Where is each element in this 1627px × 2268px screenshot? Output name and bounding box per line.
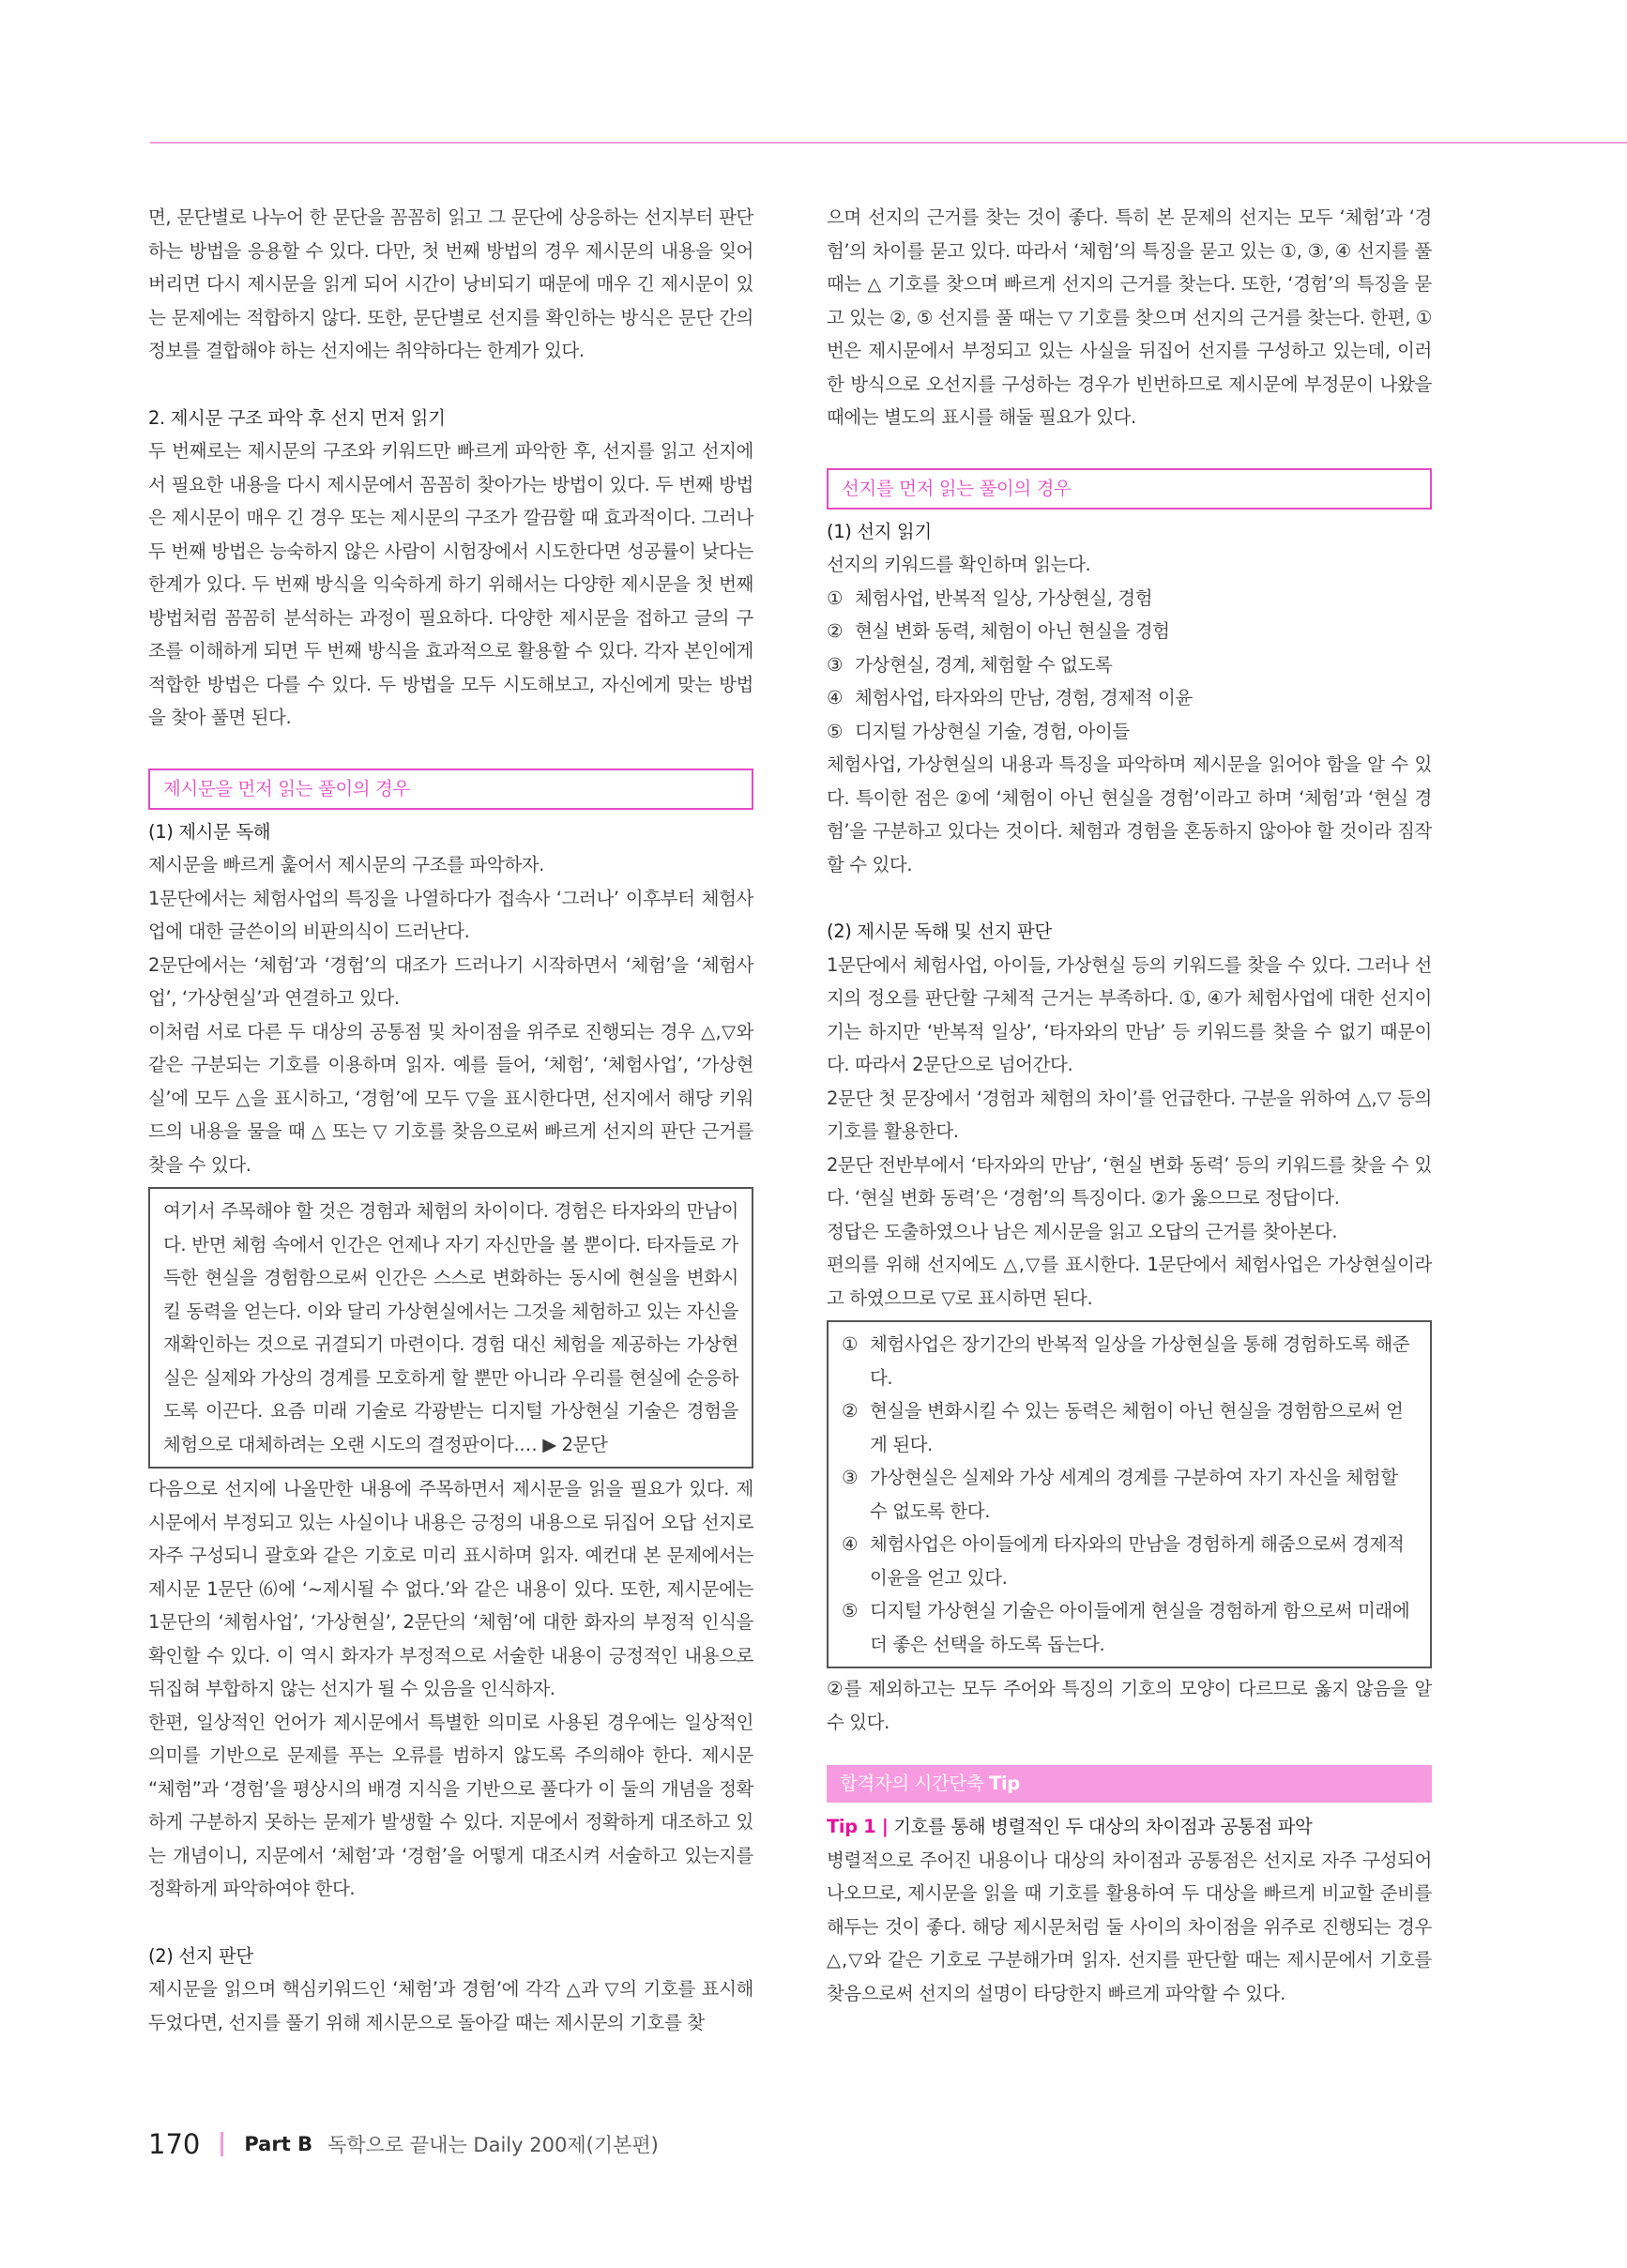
book-title: 독학으로 끝내는 Daily 200제(기본편) [327, 2134, 659, 2156]
page-number: 170 [148, 2128, 201, 2160]
paragraph: ②를 제외하고는 모두 주어와 특징의 기호의 모양이 다르므로 옳지 않음을 알 수 있다. [827, 1678, 1432, 1733]
paragraph: 1문단에서는 체험사업의 특징을 나열하다가 접속사 ‘그러나’ 이후부터 체험사업에 대한 글쓴이의 비판의식이 드러난다. [148, 887, 753, 942]
header-rule [150, 142, 1627, 144]
paragraph: 정답은 도출하였으나 남은 제시문을 읽고 오답의 근거를 찾아본다. [827, 1220, 1338, 1242]
part-label: Part B [244, 2133, 313, 2155]
keyword-item: ① 체험사업, 반복적 일상, 가상현실, 경험 [827, 586, 1153, 609]
tip-heading: Tip 1 | 기호를 통해 병렬적인 두 대상의 차이점과 공통점 파악 [827, 1816, 1313, 1837]
answer-choice: ⑤ 디지털 가상현실 기술은 아이들에게 현실을 경험하게 함으로써 미래에 더 좋은 선택을 하도록 돕는다. [842, 1600, 1410, 1655]
passage-excerpt [148, 1187, 753, 1469]
paragraph: 한편, 일상적인 언어가 제시문에서 특별한 의미로 사용된 경우에는 일상적인 의미를 기반으로 문제를 푸는 오류를 범하지 않도록 주의해야 한다. 제시문 “체험”과 ‘경험’을 평상시의 배경 지식을 기반으로 풀다가 이 둘의 개념을 정확하게 구분하지 못하는 문제가 발생할 수 있다. 지문에서 정확하게 대조하고 있는 개념이니, 지문에서 ‘체험’과 ‘경험’을 어떻게 대조시켜 서술하고 있는지를 정확하게 파악하여야 한다. [148, 1711, 753, 1899]
answer-choice: ③ 가상현실은 실제와 가상 세계의 경계를 구분하여 자기 자신을 체험할 수 없도록 한다. [842, 1467, 1398, 1522]
paragraph: 1문단에서 체험사업, 아이들, 가상현실 등의 키워드를 찾을 수 있다. 그러나 선지의 정오를 판단할 구체적 근거는 부족하다. ①, ④가 체험사업에 대한 선지이기는 하지만 ‘반복적 일상’, ‘타자와의 만남’ 등 키워드를 찾을 수 없기 때문이다. 따라서 2문단으로 넘어간다. [827, 953, 1432, 1075]
passage-text: 여기서 주목해야 할 것은 경험과 체험의 차이이다. 경험은 타자와의 만남이다. 반면 체험 속에서 인간은 언제나 자기 자신만을 볼 뿐이다. 타자들로 가득한 현실을 경험함으로써 인간은 스스로 변화하는 동시에 현실을 변화시킬 동력을 얻는다. 이와 달리 가상현실에서는 그것을 체험하고 있는 자신을 재확인하는 것으로 귀결되기 마련이다. 경험 대신 체험을 제공하는 가상현실은 실제와 가상의 경계를 모호하게 할 뿐만 아니라 우리를 현실에 순응하도록 이끈다. 요즘 미래 기술로 각광받는 디지털 가상현실 기술은 경험을 체험으로 대체하려는 오랜 시도의 결정판이다.… ▶ 2문단 [163, 1200, 738, 1455]
footer-divider [220, 2132, 223, 2156]
keyword-item: ⑤ 디지털 가상현실 기술, 경험, 아이들 [827, 720, 1130, 742]
paragraph: 이처럼 서로 다른 두 대상의 공통점 및 차이점을 위주로 진행되는 경우 △,▽와 같은 구분되는 기호를 이용하며 읽자. 예를 들어, ‘체험’, ‘체험사업’, ‘가상현실’에 모두 △을 표시하고, ‘경험’에 모두 ▽을 표시한다면, 선지에서 해당 키워드의 내용을 물을 때 △ 또는 ▽ 기호를 찾음으로써 빠르게 선지의 판단 근거를 찾을 수 있다. [148, 1020, 753, 1176]
paragraph: 체험사업, 가상현실의 내용과 특징을 파악하며 제시문을 읽어야 함을 알 수 있다. 특이한 점은 ②에 ‘체험이 아닌 현실을 경험’이라고 하며 ‘체험’과 ‘현실 경험’을 구분하고 있다는 것이다. 체험과 경험을 혼동하지 않아야 할 것이라 짐작할 수 있다. [827, 753, 1432, 875]
method-box-title: 제시문을 먼저 읽는 풀이의 경우 [148, 769, 753, 810]
method-box-title: 선지를 먼저 읽는 풀이의 경우 [827, 468, 1432, 510]
subsection-title: (2) 선지 판단 [148, 1944, 253, 1967]
paragraph: 으며 선지의 근거를 찾는 것이 좋다. 특히 본 문제의 선지는 모두 ‘체험’과 ‘경험’의 차이를 묻고 있다. 따라서 ‘체험’의 특징을 묻고 있는 ①, ③, ④ 선지를 풀 때는 △ 기호를 찾으며 빠르게 선지의 근거를 찾는다. 또한, ‘경험’의 특징을 묻고 있는 ②, ⑤ 선지를 풀 때는 ▽ 기호를 찾으며 선지의 근거를 찾는다. 한편, ①번은 제시문에서 부정되고 있는 사실을 뒤집어 선지를 구성하고 있는데, 이러한 방식으로 오선지를 구성하는 경우가 빈번하므로 제시문에 부정문이 나왔을 때에는 별도의 표시를 해둘 필요가 있다. [827, 206, 1432, 428]
subsection-title: (1) 제시문 독해 [148, 820, 271, 843]
paragraph: 면, 문단별로 나누어 한 문단을 꼼꼼히 읽고 그 문단에 상응하는 선지부터 판단하는 방법을 응용할 수 있다. 다만, 첫 번째 방법의 경우 제시문의 내용을 잊어버리면 다시 제시문을 읽게 되어 시간이 낭비되기 때문에 매우 긴 제시문이 있는 문제에는 적합하지 않다. 또한, 문단별로 선지를 확인하는 방식은 문단 간의 정보를 결합해야 하는 선지에는 취약하다는 한계가 있다. [148, 206, 753, 361]
paragraph: 제시문을 빠르게 훑어서 제시문의 구조를 파악하자. [148, 854, 544, 875]
tip-paragraph: 병렬적으로 주어진 내용이나 대상의 차이점과 공통점은 선지로 자주 구성되어 나오므로, 제시문을 읽을 때 기호를 활용하여 두 대상을 빠르게 비교할 준비를 해두는 것이 좋다. 해당 제시문처럼 둘 사이의 차이점을 위주로 진행되는 경우 △,▽와 같은 기호로 구분해가며 읽자. 선지를 판단할 때는 제시문에서 기호를 찾음으로써 선지의 설명이 타당한지 빠르게 파악할 수 있다. [827, 1849, 1432, 2004]
answer-choices [827, 1320, 1432, 1668]
paragraph: 편의를 위해 선지에도 △,▽를 표시한다. 1문단에서 체험사업은 가상현실이라고 하였으므로 ▽로 표시하면 된다. [827, 1254, 1432, 1309]
paragraph: 2문단에서는 ‘체험’과 ‘경험’의 대조가 드러나기 시작하면서 ‘체험’을 ‘체험사업’, ‘가상현실’과 연결하고 있다. [148, 953, 753, 1009]
subsection-title: (1) 선지 읽기 [827, 520, 932, 542]
section-heading: 2. 제시문 구조 파악 후 선지 먼저 읽기 [148, 406, 446, 429]
paragraph: 제시문을 읽으며 핵심키워드인 ‘체험’과 경험’에 각각 △과 ▽의 기호를 표시해두었다면, 선지를 풀기 위해 제시문으로 돌아갈 때는 제시문의 기호를 찾 [148, 1978, 753, 2033]
paragraph: 두 번째로는 제시문의 구조와 키워드만 빠르게 파악한 후, 선지를 읽고 선지에서 필요한 내용을 다시 제시문에서 꼼꼼히 찾아가는 방법이 있다. 두 번째 방법은 제시문이 매우 긴 경우 또는 제시문의 구조가 깔끔할 때 효과적이다. 그러나 두 번째 방법은 능숙하지 않은 사람이 시험장에서 시도한다면 성공률이 낮다는 한계가 있다. 두 번째 방식을 익숙하게 하기 위해서는 다양한 제시문을 첫 번째 방법처럼 꼼꼼히 분석하는 과정이 필요하다. 다양한 제시문을 접하고 글의 구조를 이해하게 되면 두 번째 방식을 효과적으로 활용할 수 있다. 각자 본인에게 적합한 방법은 다를 수 있다. 두 방법을 모두 시도해보고, 자신에게 맞는 방법을 찾아 풀면 된다. [148, 440, 753, 728]
keyword-list [827, 582, 1432, 749]
answer-choice: ④ 체험사업은 아이들에게 타자와의 만남을 경험하게 해줌으로써 경제적 이윤을 얻고 있다. [842, 1533, 1405, 1589]
right-column [827, 201, 1432, 2010]
answer-choice: ① 체험사업은 장기간의 반복적 일상을 가상현실을 통해 경험하도록 해준다. [842, 1333, 1410, 1389]
paragraph: 다음으로 선지에 나올만한 내용에 주목하면서 제시문을 읽을 필요가 있다. 제시문에서 부정되고 있는 사실이나 내용은 긍정의 내용으로 뒤집어 오답 선지로 자주 구성되니 괄호와 같은 기호로 미리 표시하며 읽자. 예컨대 본 문제에서는 제시문 1문단 ⑹에 ‘~제시될 수 없다.’와 같은 내용이 있다. 또한, 제시문에는 1문단의 ‘체험사업’, ‘가상현실’, 2문단의 ‘체험’에 대한 화자의 부정적 인식을 확인할 수 있다. 이 역시 화자가 부정적으로 서술한 내용이 긍정적인 내용으로 뒤집혀 부합하지 않는 선지가 될 수 있음을 인식하자. [148, 1478, 753, 1699]
tip-banner: 합격자의 시간단축 Tip [827, 1765, 1432, 1803]
paragraph: 선지의 키워드를 확인하며 읽는다. [827, 554, 1091, 575]
keyword-item: ② 현실 변화 동력, 체험이 아닌 현실을 경험 [827, 620, 1170, 642]
keyword-item: ④ 체험사업, 타자와의 만남, 경험, 경제적 이윤 [827, 687, 1193, 708]
paragraph: 2문단 첫 문장에서 ‘경험과 체험의 차이’를 언급한다. 구분을 위하여 △,▽ 등의 기호를 활용한다. [827, 1087, 1432, 1142]
left-column [148, 201, 753, 2039]
page-footer [148, 2128, 659, 2160]
keyword-item: ③ 가상현실, 경계, 체험할 수 없도록 [827, 653, 1113, 676]
paragraph: 2문단 전반부에서 ‘타자와의 만남’, ‘현실 변화 동력’ 등의 키워드를 찾을 수 있다. ‘현실 변화 동력’은 ‘경험’의 특징이다. ②가 옳으므로 정답이다. [827, 1153, 1432, 1209]
answer-choice: ② 현실을 변화시킬 수 있는 동력은 체험이 아닌 현실을 경험함으로써 얻게 된다. [842, 1400, 1404, 1455]
subsection-title: (2) 제시문 독해 및 선지 판단 [827, 921, 1052, 942]
